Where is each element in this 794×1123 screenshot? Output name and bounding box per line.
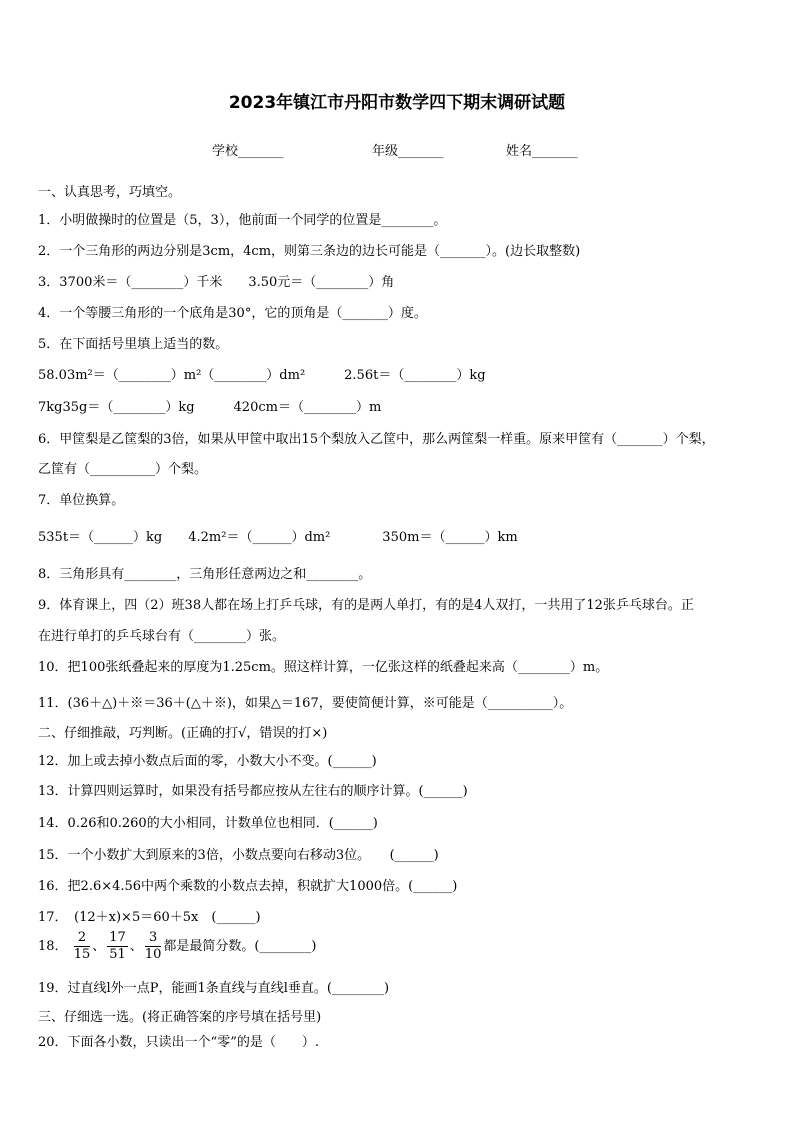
question-15: 15．一个小数扩大到原来的3倍，小数点要向右移动3位。 (______) (38, 848, 439, 863)
question-5-part-b: 7kg35g＝（________）kg 420cm＝（________）m (38, 400, 382, 415)
question-9: 9．体育课上，四（2）班38人都在场上打乒乓球，有的是两人单打，有的是4人双打，一共用了12张乒乓球台。正 (38, 598, 694, 613)
question-12: 12．加上或去掉小数点后面的零，小数大小不变。(______) (38, 754, 377, 769)
question-18 (38, 930, 317, 963)
fraction-1-den: 15 (73, 947, 91, 962)
question-2: 2．一个三角形的两边分别是3cm，4cm，则第三条边的边长可能是（_______）。(边长取整数) (38, 244, 581, 259)
question-18-number: 18． (38, 939, 68, 954)
question-6-cont: 乙筐有（__________）个梨。 (38, 462, 208, 477)
fraction-3-den: 10 (144, 947, 162, 962)
question-11: 11．(36＋△)＋※＝36＋(△＋※)，如果△＝167，要使简便计算，※可能是（__________）。 (38, 696, 573, 711)
question-9-cont: 在进行单打的乒乓球台有（________）张。 (38, 629, 286, 644)
question-1: 1．小明做操时的位置是（5，3），他前面一个同学的位置是________。 (38, 213, 447, 228)
page-title: 2023年镇江市丹阳市数学四下期末调研试题 (228, 93, 566, 113)
school-field: 学校_______ (212, 144, 284, 159)
question-13: 13．计算四则运算时，如果没有括号都应按从左往右的顺序计算。(______) (38, 784, 468, 799)
section-3-heading: 三、仔细选一选。(将正确答案的序号填在括号里) (38, 1010, 322, 1025)
question-8: 8．三角形具有________，三角形任意两边之和________。 (38, 567, 372, 582)
question-6: 6．甲筐梨是乙筐梨的3倍，如果从甲筐中取出15个梨放入乙筐中，那么两筐梨一样重。原来甲筐有（_______）个梨， (38, 432, 715, 447)
question-20: 20．下面各小数，只读出一个“零”的是（ ）. (38, 1035, 319, 1050)
fraction-1-num: 2 (74, 930, 91, 947)
question-17: 17． (12＋x)×5＝60＋5x (______) (38, 910, 261, 925)
question-7-items: 535t＝（______）kg 4.2m²＝（______）dm² 350m＝（______）km (38, 530, 518, 545)
question-10: 10．把100张纸叠起来的厚度为1.25cm。照这样计算，一亿张这样的纸叠起来高（________）m。 (38, 660, 609, 675)
question-4: 4．一个等腰三角形的一个底角是30°，它的顶角是（_______）度。 (38, 306, 427, 321)
question-5-part-a: 58.03m²＝（________）m²（________）dm² 2.56t＝（________）kg (38, 368, 486, 383)
question-7: 7．单位换算。 (38, 493, 125, 508)
fraction-2 (107, 930, 128, 963)
separator: 、 (92, 939, 106, 954)
fraction-1 (74, 930, 91, 963)
section-1-heading: 一、认真思考，巧填空。 (38, 185, 182, 200)
grade-field: 年级_______ (372, 144, 444, 159)
fraction-3 (145, 930, 162, 963)
separator: 、 (129, 939, 143, 954)
question-5: 5．在下面括号里填上适当的数。 (38, 337, 229, 352)
section-2-heading: 二、仔细推敲，巧判断。(正确的打√，错误的打×) (38, 726, 328, 741)
question-3: 3．3700米＝（________）千米 3.50元＝（________）角 (38, 275, 395, 290)
question-18-tail: 都是最简分数。(________) (163, 939, 317, 954)
fraction-3-num: 3 (145, 930, 162, 947)
fraction-2-den: 51 (109, 947, 126, 962)
name-field: 姓名_______ (506, 144, 578, 159)
question-19: 19．过直线l外一点P，能画1条直线与直线l垂直。(________) (38, 981, 390, 996)
question-16: 16．把2.6×4.56中两个乘数的小数点去掉，积就扩大1000倍。(______) (38, 879, 458, 894)
question-14: 14．0.26和0.260的大小相同，计数单位也相同．(______) (38, 816, 378, 831)
fraction-2-num: 17 (109, 930, 126, 945)
